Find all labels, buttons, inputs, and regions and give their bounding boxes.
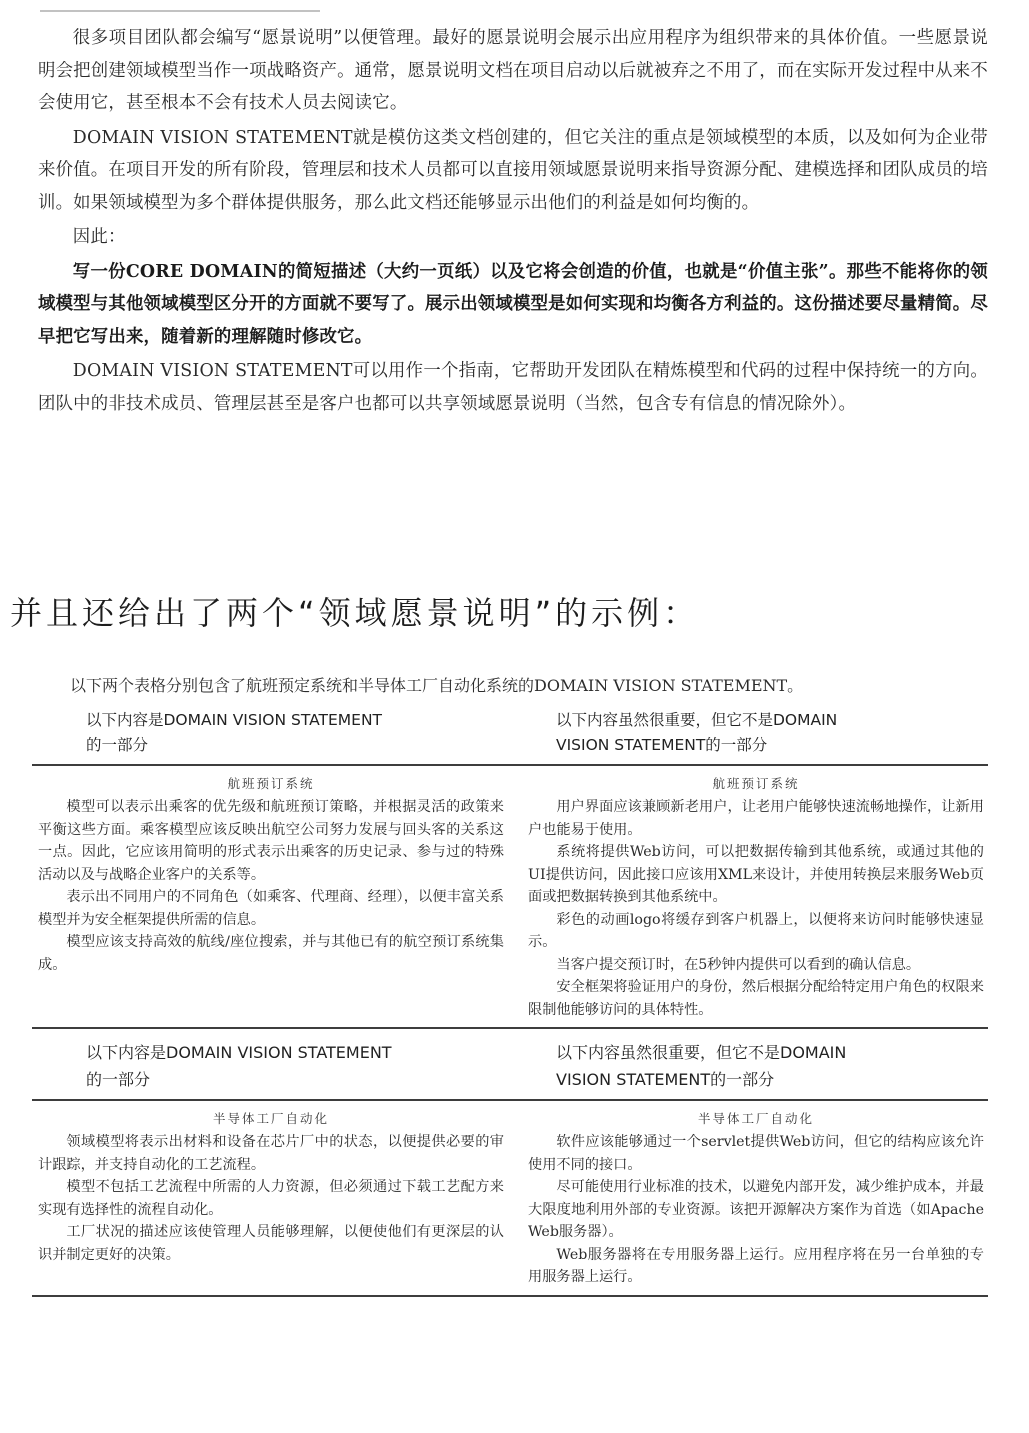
excluded-column — [510, 766, 988, 1027]
table-body — [32, 766, 988, 1029]
included-column — [32, 766, 510, 1027]
included-column — [32, 1101, 510, 1295]
column-paragraph: 表示出不同用户的不同角色（如乘客、代理商、经理），以便丰富关系模型并为安全框架提供所需的信息。 — [38, 889, 504, 928]
column-paragraph: 工厂状况的描述应该使管理人员能够理解，以便使他们有更深层的认识并制定更好的决策。 — [38, 1224, 504, 1263]
section-heading: 并且还给出了两个“领域愿景说明”的示例： — [10, 594, 700, 632]
column-paragraph: 安全框架将验证用户的身份，然后根据分配给特定用户角色的权限来限制他能够访问的具体特性。 — [528, 979, 984, 1018]
column-paragraph: 系统将提供Web访问，可以把数据传输到其他系统，或通过其他的UI提供访问，因此接口应该用XML来设计，并使用转换层来服务Web页面或把数据转换到其他系统中。 — [528, 844, 984, 905]
excerpt-paragraph: DOMAIN VISION STATEMENT就是模仿这类文档创建的，但它关注的重点是领域模型的本质，以及如何为企业带来价值。在项目开发的所有阶段，管理层和技术人员都可以直接用领域愿景说明来指导资源分配、建模选择和团队成员的培训。如果领域模型为多个群体提供服务，那么此文档还能够显示出他们的利益是如何均衡的。 — [38, 127, 988, 213]
column-paragraph: 用户界面应该兼顾新老用户，让老用户能够快速流畅地操作，让新用户也能易于使用。 — [528, 799, 984, 838]
column-title: 半导体工厂自动化 — [697, 1111, 814, 1126]
table-header — [32, 1035, 988, 1101]
table-body — [32, 1101, 988, 1297]
header-excluded: 以下内容虽然很重要，但它不是DOMAIN VISION STATEMENT的一部分 — [556, 711, 838, 754]
table-header — [32, 704, 988, 766]
column-paragraph: 模型不包括工艺流程中所需的人力资源，但必须通过下载工艺配方来实现有选择性的流程自动化。 — [38, 1179, 504, 1218]
tables-intro: 以下两个表格分别包含了航班预定系统和半导体工厂自动化系统的DOMAIN VISION STATEMENT。 — [70, 676, 804, 695]
vision-statement-tables — [32, 672, 988, 1297]
excerpt-paragraph: DOMAIN VISION STATEMENT可以用作一个指南，它帮助开发团队在精炼模型和代码的过程中保持统一的方向。团队中的非技术成员、管理层甚至是客户也都可以共享领域愿景说明（当然，包含专有信息的情况除外）。 — [38, 361, 988, 414]
column-paragraph: 软件应该能够通过一个servlet提供Web访问，但它的结构应该允许使用不同的接口。 — [528, 1134, 984, 1173]
cropped-text-line — [40, 10, 320, 18]
column-paragraph: 彩色的动画logo将缓存到客户机器上，以便将来访问时能够快速显示。 — [528, 911, 984, 950]
column-paragraph: 领域模型将表示出材料和设备在芯片厂中的状态，以便提供必要的审计跟踪，并支持自动化的工艺流程。 — [38, 1134, 504, 1173]
column-paragraph: 模型可以表示出乘客的优先级和航班预订策略，并根据灵活的政策来平衡这些方面。乘客模型应该反映出航空公司努力发展与回头客的关系这一点。因此，它应该用简明的形式表示出乘客的历史记录、参与过的特殊活动以及与战略企业客户的关系等。 — [38, 799, 504, 883]
column-title: 航班预订系统 — [712, 776, 800, 791]
header-excluded: 以下内容虽然很重要，但它不是DOMAIN VISION STATEMENT的一部分 — [556, 1043, 847, 1089]
header-included: 以下内容是DOMAIN VISION STATEMENT 的一部分 — [86, 1043, 392, 1089]
column-paragraph: 当客户提交预订时，在5秒钟内提供可以看到的确认信息。 — [556, 956, 921, 973]
column-title: 半导体工厂自动化 — [212, 1111, 329, 1126]
column-paragraph: 模型应该支持高效的航线/座位搜索，并与其他已有的航空预订系统集成。 — [38, 934, 504, 973]
excerpt-paragraph: 很多项目团队都会编写“愿景说明”以便管理。最好的愿景说明会展示出应用程序为组织带来的具体价值。一些愿景说明会把创建领域模型当作一项战略资产。通常，愿景说明文档在项目启动以后就被弃之不用了，而在实际开发过程中从来不会使用它，甚至根本不会有技术人员去阅读它。 — [38, 28, 988, 113]
column-paragraph: Web服务器将在专用服务器上运行。应用程序将在另一台单独的专用服务器上运行。 — [528, 1246, 984, 1285]
column-paragraph: 尽可能使用行业标准的技术，以避免内部开发，减少维护成本，并最大限度地利用外部的专业资源。该把开源解决方案作为首选（如Apache Web服务器）。 — [528, 1179, 984, 1240]
header-included: 以下内容是DOMAIN VISION STATEMENT 的一部分 — [86, 711, 383, 754]
excerpt-paragraph-emphasis: 写一份CORE DOMAIN的简短描述（大约一页纸）以及它将会创造的价值，也就是“价值主张”。那些不能将你的领域模型与其他领域模型区分开的方面就不要写了。展示出领域模型是如何实现和均衡各方利益的。这份描述要尽量精简。尽早把它写出来，随着新的理解随时修改它。 — [38, 261, 988, 347]
table-flight-booking — [32, 704, 988, 1029]
excerpt-paragraph: 因此： — [72, 227, 126, 247]
book-excerpt — [38, 10, 988, 420]
column-title: 航班预订系统 — [227, 776, 315, 791]
excluded-column — [510, 1101, 988, 1295]
table-semiconductor-fab — [32, 1035, 988, 1297]
